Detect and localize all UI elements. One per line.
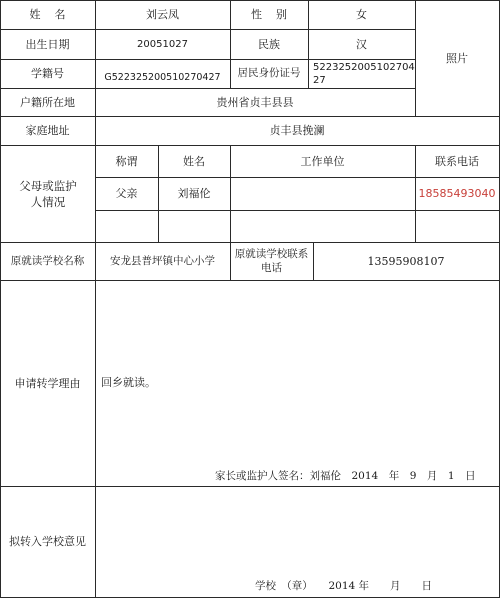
gender-label: 性别	[251, 8, 301, 21]
school-seal-date-line: 学校 （章） 2014 年 月 日	[255, 579, 433, 592]
address-label: 家庭地址	[25, 124, 70, 137]
guardian-header-phone: 联系电话	[435, 154, 479, 168]
student-id-label: 学籍号	[31, 67, 64, 80]
ethnic-label: 民族	[258, 37, 280, 51]
guardian-row1-phone: 18585493040	[418, 187, 496, 200]
hukou-label: 户籍所在地	[20, 95, 75, 109]
photo-placeholder: 照片	[446, 51, 468, 65]
guardian-section-label: 父母或监护人情况	[19, 178, 77, 209]
previous-school-phone-value: 13595908107	[367, 254, 445, 268]
guardian-row1-work	[230, 177, 415, 210]
previous-school-phone-label: 原就读学校联系电话	[234, 248, 309, 274]
student-id-value: G522325200510270427	[104, 72, 221, 83]
previous-school-label: 原就读学校名称	[10, 254, 85, 267]
guardian-row2-work	[230, 210, 415, 242]
name-value: 刘云凤	[146, 8, 179, 21]
id-card-value: 522325200510270427	[313, 61, 415, 86]
guardian-header-name: 姓名	[183, 154, 205, 168]
guardian-row2-name	[158, 210, 230, 242]
receiving-school-opinion-label: 拟转入学校意见	[9, 535, 86, 548]
birth-label: 出生日期	[25, 37, 70, 51]
previous-school-value: 安龙县普坪镇中心小学	[110, 254, 215, 267]
guardian-row2-relation	[95, 210, 158, 242]
guardian-row1-name: 刘福伦	[177, 187, 211, 200]
transfer-reason-text: 回乡就读。	[101, 375, 156, 389]
hukou-value: 贵州省贞丰县县	[216, 95, 294, 109]
guardian-row2-phone	[415, 210, 499, 242]
address-value: 贞丰县挽澜	[269, 124, 325, 137]
birth-value: 20051027	[137, 38, 188, 50]
guardian-header-work: 工作单位	[300, 154, 345, 168]
transfer-reason-label: 申请转学理由	[14, 376, 81, 390]
id-card-label: 居民身份证号	[237, 67, 301, 79]
guardian-signature-line: 家长或监护人签名：刘福伦 2014 年 9 月 1 日	[215, 469, 476, 482]
ethnic-value: 汉	[356, 37, 367, 51]
name-label: 姓名	[29, 8, 80, 21]
guardian-row1-relation: 父亲	[115, 187, 138, 200]
guardian-header-relation: 称谓	[115, 154, 138, 168]
gender-value: 女	[356, 8, 367, 21]
